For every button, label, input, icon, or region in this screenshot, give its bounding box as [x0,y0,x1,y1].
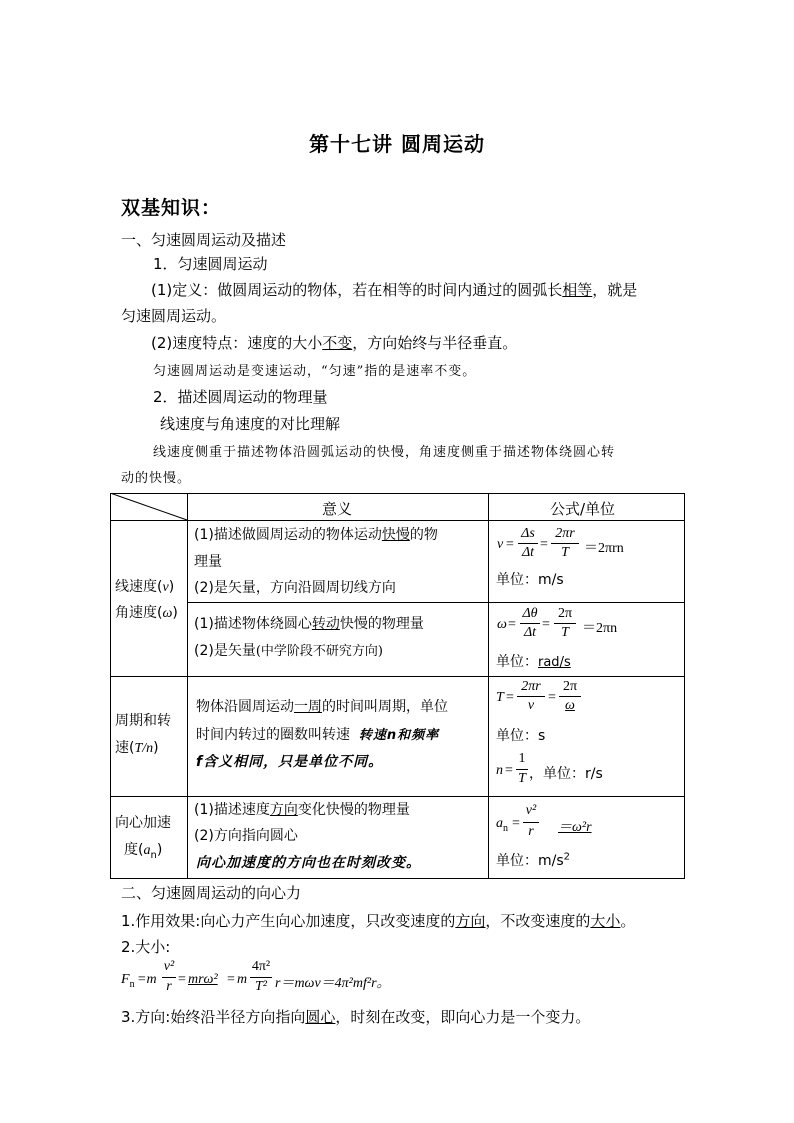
note-1: 匀速圆周运动是变速运动，“匀速”指的是速率不变。 [153,364,477,379]
row2-meaning-text-2: 时间内转过的圈数叫转速 [196,727,350,743]
formula-v-T: T [561,545,569,560]
direction-line [121,1006,590,1027]
formula-F-v2: v² [163,959,175,974]
formula-F-tail: r＝mωv＝4π²mf²r。 [275,976,391,991]
row2-label-line1: 周期和转 [115,713,171,729]
comparison-table [110,493,685,879]
formula-F-frac-bar-2 [250,977,272,978]
formula-an-a: a [496,816,503,831]
row3-meaning-text-end: 变化快慢的物理量 [297,802,410,818]
formula-w-T: T [561,625,569,640]
row3-label-line1: 向心加速 [115,815,171,831]
note-2-line-2: 动的快慢。 [121,471,192,486]
formula-an-symbol [496,816,508,834]
definition-line-2: 匀速圆周运动。 [121,307,227,325]
row2-meaning-blank: 一周 [294,699,322,715]
header-meaning: 意义 [322,500,353,518]
definition-blank: 相等 [562,281,593,299]
row1-label-a-text: 线速度( [115,579,163,595]
formula-w-symbol: ω [497,617,507,632]
formula-w-dtheta: Δθ [522,606,538,621]
row3-meaning-note: 向心加速度的方向也在时刻改变。 [196,855,421,871]
row1-label-a-end: ) [168,579,175,595]
formula-F-r: r [166,979,172,994]
direction-text: 3.方向:始终沿半径方向指向 [121,1008,306,1026]
feature-line [151,332,517,353]
formula-v-ds: Δs [521,526,535,541]
row1-label-b-symbol: ω [162,606,173,621]
formula-F-mrw2: mrω² [188,972,218,987]
formula-w-2pi: 2π [557,606,573,621]
effect-blank-1: 方向 [455,912,486,930]
formula-an-v2: v² [525,803,537,818]
definition-text: (1)定义：做圆周运动的物体，若在相等的时间内通过的圆弧长 [151,281,563,299]
row3-label-b-text: 度( [124,842,144,858]
unit-acceleration-sup: 2 [563,851,571,863]
formula-F-T2: T² [255,979,267,994]
formula-F-frac-bar-1 [162,977,176,978]
row1a-meaning-text: (1)描述做圆周运动的物体运动 [194,527,382,543]
formula-v-eq2: = [540,537,548,552]
formula-w-frac-bar-1 [520,623,540,624]
direction-blank: 圆心 [305,1008,336,1026]
formula-w-eq: = [508,617,516,632]
header-diagonal-line [110,493,188,521]
row3-meaning-line1 [194,799,410,819]
formula-an-sub: n [503,822,508,834]
formula-T-2pir: 2πr [521,679,541,694]
row3-label-b-symbol: a [143,843,151,858]
row1b-meaning-text: (1)描述物体绕圆心 [194,616,312,632]
unit-acceleration-text: 单位：m/s [496,853,564,869]
formula-T-frac-bar-1 [517,696,545,697]
section2-title: 二、匀速圆周运动的向心力 [121,884,302,902]
formula-F-4pi2: 4π² [251,959,271,974]
formula-w-eq2: = [542,617,550,632]
row1a-meaning-line2: 理量 [194,554,222,570]
formula-v-eq: = [506,537,514,552]
formula-n-symbol: n [496,763,503,778]
formula-F-m: =m [137,972,157,987]
row1b-meaning-note: (中学阶段不研究方向) [255,644,383,659]
row1a-meaning-blank: 快慢 [381,527,410,543]
formula-F: F [121,972,130,987]
row1b-meaning-line1 [194,613,424,633]
table-row-divider-inner [187,602,685,603]
row1b-meaning-text-2: (2)是矢量 [194,643,256,659]
sub-heading-3: 线速度与角速度的对比理解 [160,415,341,433]
table-row-divider-3 [110,796,685,797]
formula-an-r: r [528,824,534,839]
feature-blank: 不变 [322,334,353,352]
formula-w-dt: Δt [523,625,537,640]
note-2-line-1: 线速度侧重于描述物体沿圆弧运动的快慢，角速度侧重于描述物体绕圆心转 [153,445,616,460]
header-formula-unit: 公式/单位 [550,500,616,518]
formula-v-2pir: 2πr [555,526,575,541]
formula-T-v: v [527,698,535,713]
row1-label-b-text: 角速度( [115,605,163,621]
formula-T-eq2: = [548,690,556,705]
row2-label-b-text: 速( [115,740,135,756]
row1-label-a-symbol: v [162,580,169,595]
unit-linear-velocity: 单位：m/s [496,572,564,588]
unit-acceleration [496,850,570,870]
row3-meaning-text: (1)描述速度 [194,802,270,818]
row2-label-b-end: ) [153,740,159,756]
page-title: 第十七讲 圆周运动 [309,132,485,156]
row3-meaning-blank: 方向 [269,802,298,818]
table-col-divider-2 [488,493,489,879]
unit-angular-label: 单位： [496,654,538,670]
table-row-divider-2 [110,676,685,677]
row2-meaning-line2 [196,724,439,744]
unit-period: 单位：s [496,728,546,744]
unit-angular-velocity [496,651,571,671]
row1b-meaning-line2 [194,640,383,660]
formula-F-eq3: = [227,972,235,987]
row2-meaning-note-b: f含义相同，只是单位不同。 [196,754,384,770]
row1a-meaning-line3: (2)是矢量，方向沿圆周切线方向 [194,580,396,596]
row2-label-b-symbol: T/n [134,741,154,756]
effect-text-end: 。 [620,912,636,930]
formula-v-dt: Δt [521,545,535,560]
feature-text: (2)速度特点：速度的大小 [151,334,323,352]
table-border-top [110,493,685,494]
formula-an-frac-bar [523,822,539,823]
formula-v-symbol: v [497,537,504,552]
row3-meaning-line2: (2)方向指向圆心 [194,828,298,844]
formula-n-frac-bar [516,769,528,770]
row2-meaning-note-a: 转速n和频率 [358,728,440,743]
row1a-meaning-text-end: 的物 [409,527,438,543]
formula-n-T: T [518,771,526,786]
effect-text: 1.作用效果:向心力产生向心加速度，只改变速度的 [121,912,456,930]
row2-label-line2 [115,737,159,757]
formula-F-symbol [121,972,135,990]
formula-n-one: 1 [518,751,526,766]
row2-meaning-text-end: 的时间叫周期，单位 [322,699,448,715]
formula-T-2pi: 2π [562,679,578,694]
row1b-meaning-blank: 转动 [311,616,340,632]
effect-line [121,910,635,931]
formula-n-eq: = [505,763,513,778]
formula-F-m2: m [237,972,248,987]
row2-meaning-text: 物体沿圆周运动 [196,699,294,715]
unit-rotation: ，单位：r/s [529,766,603,782]
feature-text-end: ，方向始终与半径垂直。 [352,334,518,352]
section-heading: 双基知识： [121,197,222,219]
unit-angular-value: rad/s [538,655,571,670]
row1-label-angular-velocity [115,602,178,622]
formula-an-w2r: ＝ω²r [558,820,592,835]
sub-heading-2: 2．描述圆周运动的物理量 [153,388,328,406]
row2-meaning-line1 [196,696,448,716]
table-col-divider-1 [187,493,188,879]
size-line: 2.大小: [121,938,171,956]
table-row-divider-header [110,520,685,521]
effect-text-2: ，不改变速度的 [485,912,591,930]
formula-v-frac-bar-1 [518,543,538,544]
table-border-right [684,493,685,879]
formula-v-frac-bar-2 [551,543,579,544]
table-border-bottom [110,878,685,879]
direction-text-end: ，时刻在改变，即向心力是一个变力。 [335,1008,591,1026]
row1b-meaning-text-end: 快慢的物理量 [339,616,424,632]
formula-w-frac-bar-2 [554,623,576,624]
formula-T-symbol: T [496,690,504,705]
row3-label-b-end: ) [156,842,163,858]
formula-w-2pin: ＝2πn [582,621,618,636]
formula-T-eq: = [506,690,514,705]
table-border-left [110,493,111,879]
formula-F-sub: n [129,978,135,990]
definition-line [151,279,637,300]
section1-title: 一、匀速圆周运动及描述 [121,231,287,249]
row3-label-line2 [124,839,162,861]
formula-an-eq: = [512,816,520,831]
row1-label-b-end: ) [172,605,178,621]
formula-v-2pirn: ＝2πrn [584,541,624,556]
formula-T-omega: ω [565,698,575,713]
effect-blank-2: 大小 [590,912,621,930]
formula-F-eq2: = [178,972,186,987]
sub-heading-1: 1．匀速圆周运动 [153,255,268,273]
formula-T-frac-bar-2 [559,696,581,697]
definition-text-end: ，就是 [592,281,638,299]
row1a-meaning-line1 [194,524,438,544]
row3-label-b-sub: n [150,849,157,861]
row1-label-linear-velocity [115,576,174,596]
